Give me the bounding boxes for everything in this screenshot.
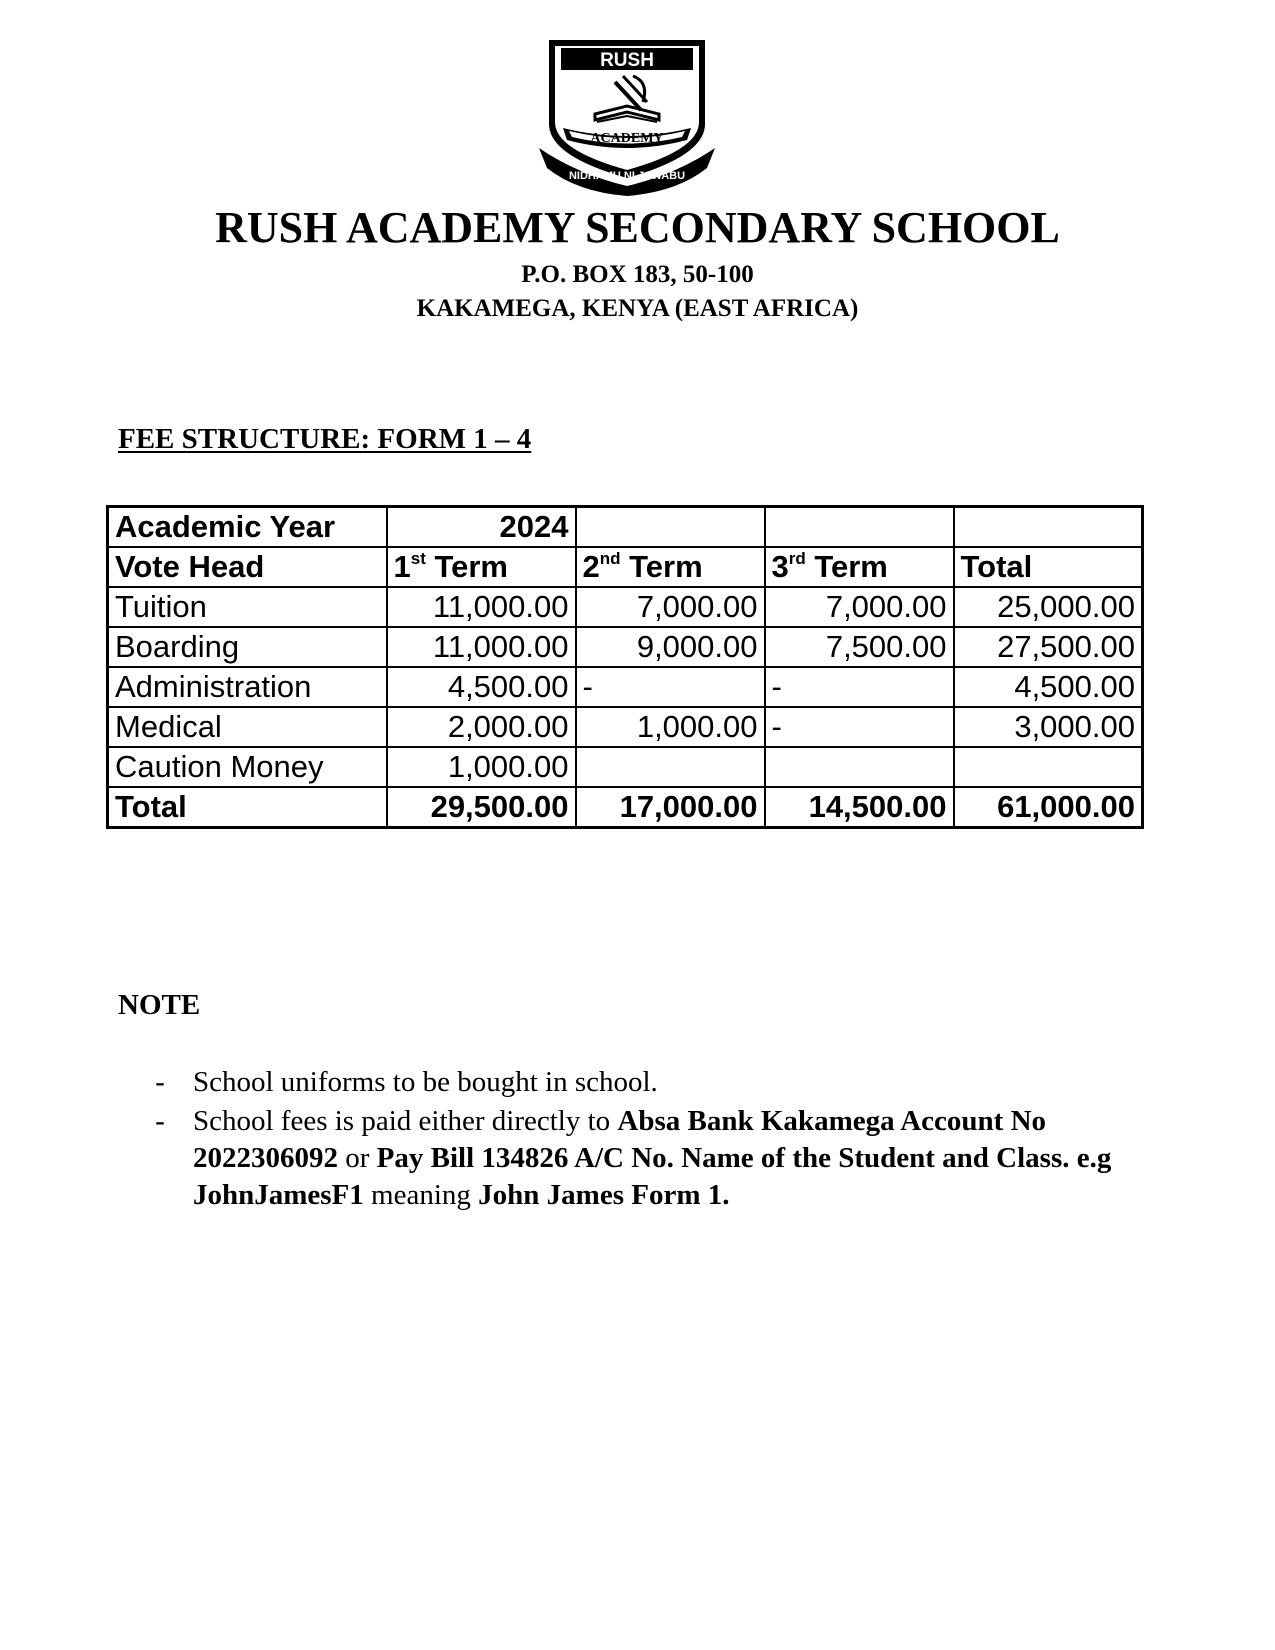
dash-bullet-icon: - bbox=[155, 1105, 165, 1138]
term-1-total: 29,500.00 bbox=[387, 787, 576, 828]
table-row bbox=[108, 667, 1143, 707]
table-row bbox=[108, 627, 1143, 667]
address-line-1: P.O. BOX 183, 50-100 bbox=[521, 261, 754, 288]
total-header: Total bbox=[954, 547, 1143, 587]
term-3-value: - bbox=[765, 707, 954, 747]
grand-total: 61,000.00 bbox=[954, 787, 1143, 828]
row-total-value: 27,500.00 bbox=[954, 627, 1143, 667]
row-total-value bbox=[954, 747, 1143, 787]
school-logo bbox=[537, 36, 717, 196]
row-label: Caution Money bbox=[108, 747, 387, 787]
term-3-value: - bbox=[765, 667, 954, 707]
row-total-value: 25,000.00 bbox=[954, 587, 1143, 627]
table-row bbox=[108, 587, 1143, 627]
note-heading: NOTE bbox=[118, 989, 201, 1021]
fee-structure-heading: FEE STRUCTURE: FORM 1 – 4 bbox=[118, 423, 532, 455]
table-cell-empty bbox=[576, 507, 765, 548]
table-row bbox=[108, 707, 1143, 747]
academic-year-value: 2024 bbox=[387, 507, 576, 548]
list-item bbox=[155, 1103, 1135, 1214]
term-2-value: 1,000.00 bbox=[576, 707, 765, 747]
term-2-value: 9,000.00 bbox=[576, 627, 765, 667]
row-total-value: 3,000.00 bbox=[954, 707, 1143, 747]
term-2-value: - bbox=[576, 667, 765, 707]
fee-table bbox=[106, 505, 1144, 829]
row-label: Administration bbox=[108, 667, 387, 707]
row-label: Tuition bbox=[108, 587, 387, 627]
table-row-academic-year bbox=[108, 507, 1143, 548]
vote-head-header: Vote Head bbox=[108, 547, 387, 587]
address-line-2: KAKAMEGA, KENYA (EAST AFRICA) bbox=[416, 295, 859, 322]
term-3-total: 14,500.00 bbox=[765, 787, 954, 828]
table-cell-empty bbox=[954, 507, 1143, 548]
term-3-value: 7,500.00 bbox=[765, 627, 954, 667]
school-name: RUSH ACADEMY SECONDARY SCHOOL bbox=[215, 203, 1060, 252]
academic-year-label: Academic Year bbox=[108, 507, 387, 548]
note-item-text: School fees is paid either directly to Absa Bank Kakamega Account No 2022306092 or Pay Bill 134826 A/C No. Name of the Student and Class. e.g JohnJamesF1 meaning John James Form 1. bbox=[193, 1105, 1112, 1211]
dash-bullet-icon: - bbox=[155, 1066, 165, 1099]
term-1-value: 11,000.00 bbox=[387, 587, 576, 627]
term-1-value: 1,000.00 bbox=[387, 747, 576, 787]
list-item bbox=[155, 1064, 1135, 1101]
term-1-value: 4,500.00 bbox=[387, 667, 576, 707]
row-label: Medical bbox=[108, 707, 387, 747]
logo-top-text: RUSH bbox=[600, 50, 654, 71]
term-3-header: 3rd Term bbox=[765, 547, 954, 587]
term-2-total: 17,000.00 bbox=[576, 787, 765, 828]
term-1-value: 2,000.00 bbox=[387, 707, 576, 747]
row-label: Boarding bbox=[108, 627, 387, 667]
table-row bbox=[108, 747, 1143, 787]
total-row-label: Total bbox=[108, 787, 387, 828]
logo-middle-text: ACADEMY bbox=[590, 131, 664, 146]
term-1-value: 11,000.00 bbox=[387, 627, 576, 667]
term-2-value bbox=[576, 747, 765, 787]
logo-motto: NIDHAMU NI JAWABU bbox=[568, 170, 686, 182]
note-item-text: School uniforms to be bought in school. bbox=[193, 1066, 658, 1098]
table-cell-empty bbox=[765, 507, 954, 548]
term-2-value: 7,000.00 bbox=[576, 587, 765, 627]
row-total-value: 4,500.00 bbox=[954, 667, 1143, 707]
term-1-header: 1st Term bbox=[387, 547, 576, 587]
table-total-row bbox=[108, 787, 1143, 828]
table-header-row bbox=[108, 547, 1143, 587]
note-list bbox=[155, 1064, 1135, 1216]
term-2-header: 2nd Term bbox=[576, 547, 765, 587]
term-3-value: 7,000.00 bbox=[765, 587, 954, 627]
term-3-value bbox=[765, 747, 954, 787]
